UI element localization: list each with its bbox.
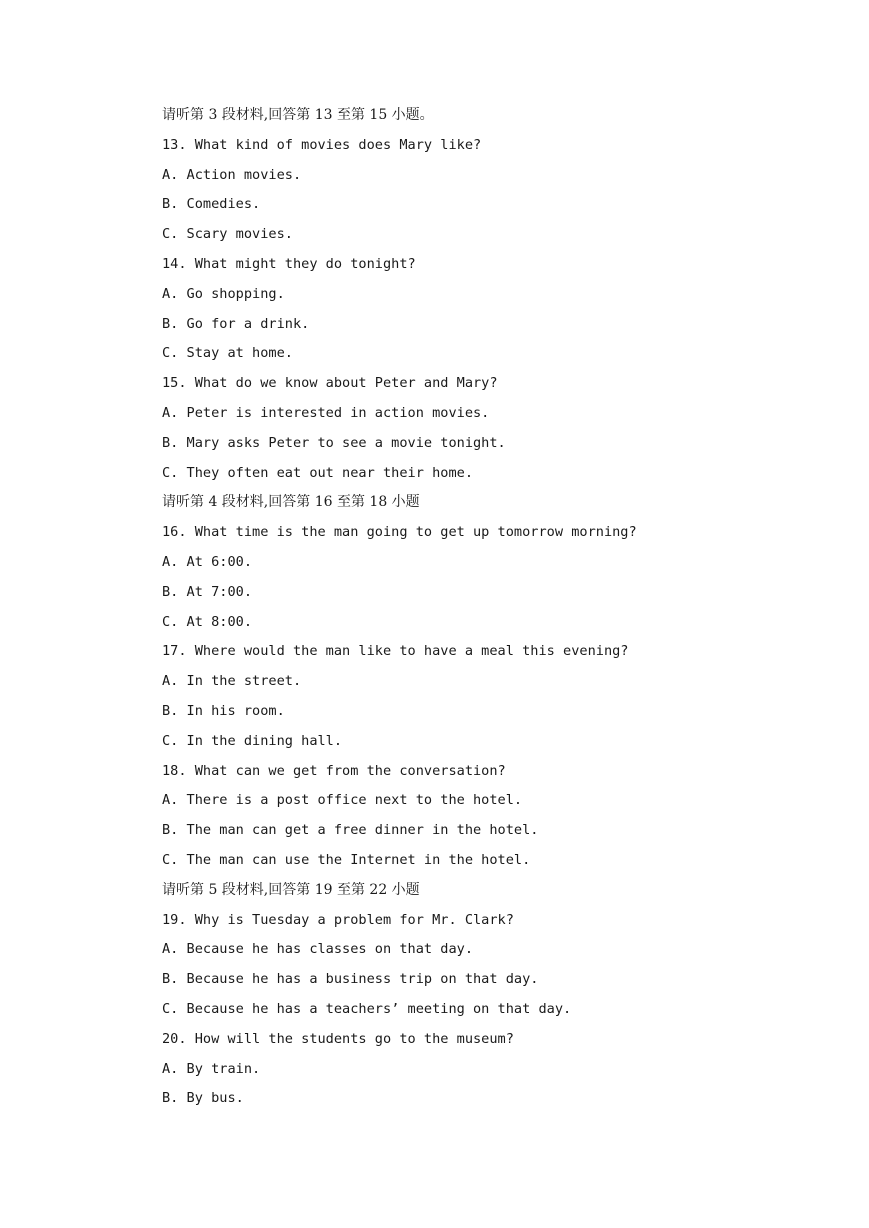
option-19-a: A. Because he has classes on that day. bbox=[162, 941, 473, 958]
question-17: 17. Where would the man like to have a meal this evening? bbox=[162, 643, 629, 660]
question-15: 15. What do we know about Peter and Mary? bbox=[162, 375, 498, 392]
option-13-b: B. Comedies. bbox=[162, 196, 261, 213]
option-14-b: B. Go for a drink. bbox=[162, 315, 310, 332]
option-19-c: C. Because he has a teachers’ meeting on that day. bbox=[162, 1000, 572, 1017]
option-17-c: C. In the dining hall. bbox=[162, 732, 343, 749]
option-20-b: B. By bus. bbox=[162, 1090, 244, 1107]
document-content bbox=[162, 104, 842, 1117]
section-heading: 请听第 3 段材料,回答第 13 至第 15 小题。 bbox=[162, 107, 434, 123]
section-heading: 请听第 4 段材料,回答第 16 至第 18 小题 bbox=[162, 494, 420, 511]
question-20: 20. How will the students go to the museum? bbox=[162, 1030, 514, 1047]
option-19-b: B. Because he has a business trip on that day. bbox=[162, 971, 539, 988]
question-14: 14. What might they do tonight? bbox=[162, 255, 416, 272]
section-heading: 请听第 5 段材料,回答第 19 至第 22 小题 bbox=[162, 881, 420, 898]
option-17-b: B. In his room. bbox=[162, 702, 285, 719]
question-19: 19. Why is Tuesday a problem for Mr. Clark? bbox=[162, 911, 514, 928]
option-15-b: B. Mary asks Peter to see a movie tonight. bbox=[162, 434, 506, 451]
option-16-b: B. At 7:00. bbox=[162, 583, 253, 600]
option-18-c: C. The man can use the Internet in the hotel. bbox=[162, 851, 531, 868]
option-18-a: A. There is a post office next to the hotel. bbox=[162, 792, 523, 809]
option-17-a: A. In the street. bbox=[162, 673, 302, 690]
option-18-b: B. The man can get a free dinner in the hotel. bbox=[162, 822, 539, 839]
option-14-a: A. Go shopping. bbox=[162, 285, 285, 302]
option-13-a: A. Action movies. bbox=[162, 166, 302, 183]
question-16: 16. What time is the man going to get up tomorrow morning? bbox=[162, 524, 637, 541]
option-16-a: A. At 6:00. bbox=[162, 553, 253, 570]
question-18: 18. What can we get from the conversation? bbox=[162, 762, 506, 779]
option-14-c: C. Stay at home. bbox=[162, 345, 293, 362]
option-16-c: C. At 8:00. bbox=[162, 613, 253, 630]
option-13-c: C. Scary movies. bbox=[162, 226, 293, 243]
question-13: 13. What kind of movies does Mary like? bbox=[162, 136, 482, 153]
option-15-c: C. They often eat out near their home. bbox=[162, 464, 473, 481]
option-20-a: A. By train. bbox=[162, 1060, 261, 1077]
option-15-a: A. Peter is interested in action movies. bbox=[162, 404, 490, 421]
